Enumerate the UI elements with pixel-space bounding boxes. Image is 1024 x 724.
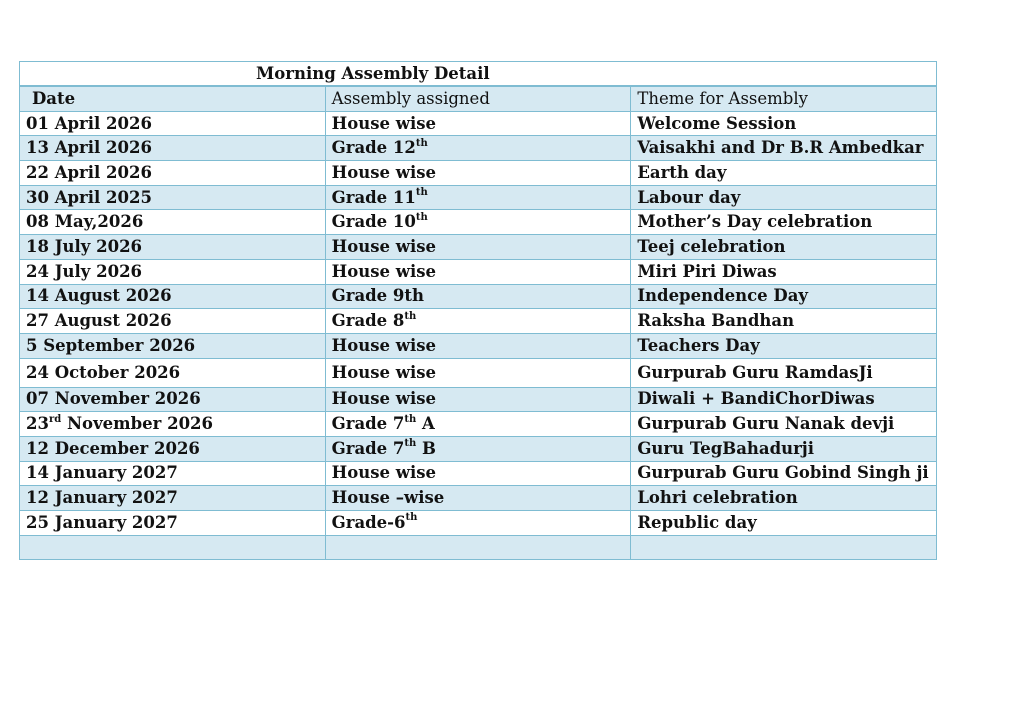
theme-cell-text: Earth day xyxy=(637,162,727,182)
theme-cell-text: Miri Piri Diwas xyxy=(637,261,777,281)
date-cell-ordinal: rd xyxy=(48,413,62,425)
theme-cell-text: Republic day xyxy=(637,512,757,532)
theme-cell-text: Independence Day xyxy=(637,286,809,306)
theme-cell-text: Mother’s Day celebration xyxy=(637,212,873,232)
table-row xyxy=(20,235,937,260)
date-cell xyxy=(20,436,326,461)
date-cell-text: 25 January 2027 xyxy=(26,512,178,532)
date-cell xyxy=(20,358,326,387)
assigned-cell-text: House wise xyxy=(331,236,437,256)
table-title: Morning Assembly Detail xyxy=(256,63,490,83)
theme-cell xyxy=(631,210,937,235)
theme-cell xyxy=(631,436,937,461)
date-cell xyxy=(20,333,326,358)
assigned-cell xyxy=(325,185,631,210)
date-cell xyxy=(20,259,326,284)
theme-cell xyxy=(631,486,937,511)
theme-cell xyxy=(631,511,937,536)
date-cell xyxy=(20,235,326,260)
table-title-cell xyxy=(20,62,937,87)
theme-cell-text: Diwali + BandiChorDiwas xyxy=(637,389,875,409)
assigned-cell-ordinal: th xyxy=(404,413,417,425)
header-assembly-assigned: Assembly assigned xyxy=(325,86,631,111)
assigned-cell xyxy=(325,358,631,387)
table-row xyxy=(20,387,937,412)
assigned-cell xyxy=(325,210,631,235)
assigned-cell-ordinal: th xyxy=(415,187,428,199)
table-row xyxy=(20,309,937,334)
assigned-cell xyxy=(325,284,631,309)
assigned-cell xyxy=(325,111,631,136)
assigned-cell xyxy=(325,259,631,284)
theme-cell xyxy=(631,535,937,560)
assigned-cell-text: Grade 11 xyxy=(331,187,416,207)
theme-cell xyxy=(631,235,937,260)
assembly-table xyxy=(19,61,937,560)
assigned-cell-suffix: A xyxy=(416,414,435,434)
date-cell-text: 12 December 2026 xyxy=(26,438,200,458)
assigned-cell-text: Grade-6 xyxy=(331,512,406,532)
assigned-cell xyxy=(325,461,631,486)
table-title-row xyxy=(20,62,937,87)
theme-cell xyxy=(631,309,937,334)
date-cell-text: 08 May,2026 xyxy=(26,212,144,232)
date-cell-text: 14 January 2027 xyxy=(26,463,178,483)
theme-cell xyxy=(631,136,937,161)
table-row xyxy=(20,185,937,210)
assigned-cell-text: House wise xyxy=(331,261,437,281)
assigned-cell xyxy=(325,436,631,461)
assigned-cell-text: Grade 8 xyxy=(331,311,405,331)
assigned-cell xyxy=(325,486,631,511)
table-row xyxy=(20,259,937,284)
table-row xyxy=(20,161,937,186)
theme-cell xyxy=(631,111,937,136)
date-cell xyxy=(20,511,326,536)
table-row xyxy=(20,511,937,536)
date-cell-text: 24 October 2026 xyxy=(26,362,181,382)
theme-cell-text: Gurpurab Guru Nanak devji xyxy=(637,414,895,434)
table-row xyxy=(20,111,937,136)
assigned-cell-ordinal: th xyxy=(405,512,418,524)
assigned-cell xyxy=(325,511,631,536)
table-row xyxy=(20,535,937,560)
assigned-cell-text: Grade 9th xyxy=(331,286,425,306)
theme-cell xyxy=(631,259,937,284)
theme-cell xyxy=(631,461,937,486)
date-cell xyxy=(20,111,326,136)
date-cell xyxy=(20,309,326,334)
date-cell-text: 23 xyxy=(26,414,49,434)
assigned-cell-ordinal: th xyxy=(415,137,428,149)
date-cell xyxy=(20,461,326,486)
date-cell-text: 30 April 2025 xyxy=(26,187,152,207)
assigned-cell xyxy=(325,136,631,161)
theme-cell-text: Raksha Bandhan xyxy=(637,311,795,331)
date-cell xyxy=(20,284,326,309)
table-row xyxy=(20,436,937,461)
date-cell-text: 22 April 2026 xyxy=(26,162,152,182)
table-row xyxy=(20,358,937,387)
assigned-cell-text: Grade 10 xyxy=(331,212,416,232)
assigned-cell-text: House wise xyxy=(331,389,437,409)
theme-cell xyxy=(631,185,937,210)
assigned-cell xyxy=(325,535,631,560)
header-date: Date xyxy=(20,86,326,111)
date-cell-text: 27 August 2026 xyxy=(26,311,172,331)
assigned-cell-suffix: B xyxy=(416,438,436,458)
theme-cell xyxy=(631,412,937,437)
date-cell xyxy=(20,185,326,210)
table-row xyxy=(20,333,937,358)
assigned-cell-ordinal: th xyxy=(415,211,428,223)
date-cell-text: 5 September 2026 xyxy=(26,335,196,355)
theme-cell-text: Teej celebration xyxy=(637,236,786,256)
assigned-cell-text: House wise xyxy=(331,463,437,483)
table-row xyxy=(20,461,937,486)
assigned-cell-ordinal: th xyxy=(404,310,417,322)
date-cell xyxy=(20,387,326,412)
assigned-cell-text: House wise xyxy=(331,335,437,355)
theme-cell xyxy=(631,333,937,358)
assigned-cell-text: House –wise xyxy=(331,488,445,508)
table-row xyxy=(20,136,937,161)
assigned-cell-text: Grade 12 xyxy=(331,138,416,158)
assigned-cell xyxy=(325,387,631,412)
date-cell-text: 18 July 2026 xyxy=(26,236,143,256)
theme-cell xyxy=(631,161,937,186)
table-row xyxy=(20,284,937,309)
assigned-cell xyxy=(325,309,631,334)
theme-cell-text: Teachers Day xyxy=(637,335,760,355)
assigned-cell-text: Grade 7 xyxy=(331,414,405,434)
date-cell xyxy=(20,486,326,511)
date-cell-text: 24 July 2026 xyxy=(26,261,143,281)
date-cell-suffix: November 2026 xyxy=(61,414,214,434)
assigned-cell-text: House wise xyxy=(331,162,437,182)
date-cell xyxy=(20,210,326,235)
table-row xyxy=(20,210,937,235)
date-cell-text: 12 January 2027 xyxy=(26,488,178,508)
date-cell xyxy=(20,136,326,161)
theme-cell-text: Welcome Session xyxy=(637,113,797,133)
date-cell-text: 13 April 2026 xyxy=(26,138,152,158)
assigned-cell xyxy=(325,235,631,260)
assigned-cell xyxy=(325,161,631,186)
theme-cell-text: Lohri celebration xyxy=(637,488,798,508)
assigned-cell xyxy=(325,333,631,358)
assigned-cell-ordinal: th xyxy=(404,438,417,450)
date-cell-text: 14 August 2026 xyxy=(26,286,172,306)
date-cell xyxy=(20,412,326,437)
theme-cell-text: Vaisakhi and Dr B.R Ambedkar xyxy=(637,138,924,158)
assigned-cell-text: House wise xyxy=(331,113,437,133)
date-cell-text: 01 April 2026 xyxy=(26,113,152,133)
table-row xyxy=(20,486,937,511)
assigned-cell-text: House wise xyxy=(331,362,437,382)
assembly-table-container xyxy=(19,61,937,560)
date-cell xyxy=(20,535,326,560)
header-theme: Theme for Assembly xyxy=(631,86,937,111)
assigned-cell-text: Grade 7 xyxy=(331,438,405,458)
date-cell xyxy=(20,161,326,186)
theme-cell-text: Gurpurab Guru RamdasJi xyxy=(637,362,873,382)
theme-cell-text: Labour day xyxy=(637,187,741,207)
table-header-row xyxy=(20,86,937,111)
theme-cell xyxy=(631,358,937,387)
theme-cell xyxy=(631,387,937,412)
theme-cell-text: Guru TegBahadurji xyxy=(637,438,815,458)
theme-cell-text: Gurpurab Guru Gobind Singh ji xyxy=(637,463,929,483)
assigned-cell xyxy=(325,412,631,437)
date-cell-text: 07 November 2026 xyxy=(26,389,201,409)
table-row xyxy=(20,412,937,437)
theme-cell xyxy=(631,284,937,309)
